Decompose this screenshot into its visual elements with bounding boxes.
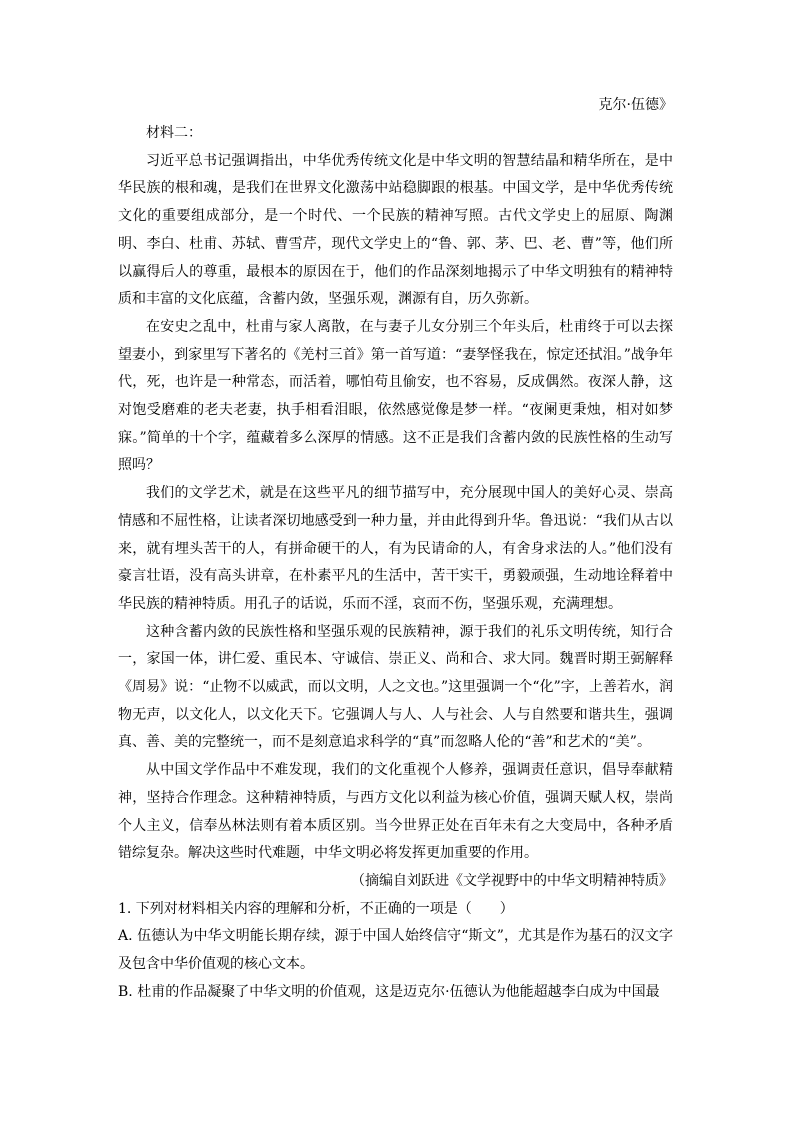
question-stem: 1. 下列对材料相关内容的理解和分析，不正确的一项是（ ） [118, 900, 514, 917]
paragraph-4: 这种含蓄内敛的民族性格和坚强乐观的民族精神，源于我们的礼乐文明传统，知行合一，家国一体，讲仁爱、重民本、守诚信、崇正义、尚和合、求大同。魏晋时期王弼解释《周易》说：“止物不以威武，而以文明，人之文也。”这里强调一个“化”字，上善若水，润物无声，以文化人，以文化天下。它强调人与人、人与社会、人与自然要和谐共生，强调真、善、美的完整统一，而不是刻意追求科学的“真”而忽略人伦的“善”和艺术的“美”。 [118, 623, 673, 751]
paragraph-5: 从中国文学作品中不难发现，我们的文化重视个人修养，强调责任意识，倡导奉献精神，坚持合作理念。这种精神特质，与西方文化以利益为核心价值，强调天赋人权，崇尚个人主义，信奉丛林法则有着本质区别。当今世界正处在百年未有之大变局中，各种矛盾错综复杂。解决这些时代难题，中华文明必将发挥更加重要的作用。 [118, 762, 673, 862]
option-a: A. 伍德认为中华文明能长期存续，源于中国人始终信守“斯文”，尤其是作为基石的汉文字及包含中华价值观的核心文本。 [118, 928, 673, 973]
paragraph-1: 习近平总书记强调指出，中华优秀传统文化是中华文明的智慧结晶和精华所在，是中华民族的根和魂，是我们在世界文化激荡中站稳脚跟的根基。中国文学，是中华优秀传统文化的重要组成部分，是一个时代、一个民族的精神写照。古代文学史上的屈原、陶渊明、李白、杜甫、苏轼、曹雪芹，现代文学史上的“鲁、郭、茅、巴、老、曹”等，他们所以赢得后人的尊重，最根本的原因在于，他们的作品深刻地揭示了中华文明独有的精神特质和丰富的文化底蕴，含蓄内敛，坚强乐观，渊源有自，历久弥新。 [118, 152, 673, 308]
header-attribution: 克尔·伍德》 [598, 97, 673, 113]
material-two-section [118, 120, 673, 1007]
option-b: B. 杜甫的作品凝聚了中华文明的价值观，这是迈克尔·伍德认为他能超越李白成为中国最 [118, 983, 660, 1000]
paragraph-2: 在安史之乱中，杜甫与家人离散，在与妻子儿女分别三个年头后，杜甫终于可以去探望妻小，到家里写下著名的《羌村三首》第一首写道：“妻孥怪我在，惊定还拭泪。”战争年代，死，也许是一种常态，而活着，哪怕苟且偷安，也不容易，反成偶然。夜深人静，这对饱受磨难的老夫老妻，执手相看泪眼，依然感觉像是梦一样。“夜阑更秉烛，相对如梦寐。”简单的十个字，蕴藏着多么深厚的情感。这不正是我们含蓄内敛的民族性格的生动写照吗？ [118, 318, 673, 474]
section-label: 材料二： [146, 125, 202, 141]
source-citation: （摘编自刘跃进《文学视野中的中华文明精神特质》 [351, 872, 673, 889]
paragraph-3: 我们的文学艺术，就是在这些平凡的细节描写中，充分展现中国人的美好心灵、崇高情感和不屈性格，让读者深切地感受到一种力量，并由此得到升华。鲁迅说：“我们从古以来，就有埋头苦干的人，有拼命硬干的人，有为民请命的人，有舍身求法的人。”他们没有豪言壮语，没有高头讲章，在朴素平凡的生活中，苦干实干，勇毅顽强，生动地诠释着中华民族的精神特质。用孔子的话说，乐而不淫，哀而不伤，坚强乐观，充满理想。 [118, 485, 673, 612]
